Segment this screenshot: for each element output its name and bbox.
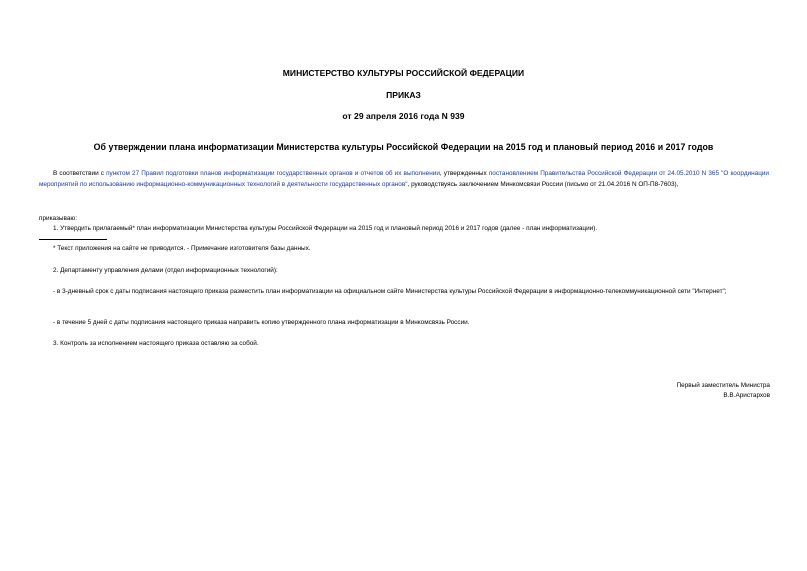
item-2: 2. Департаменту управления делами (отдел информационных технологий):	[53, 267, 278, 274]
footnote: * Текст приложения на сайте не приводится. - Примечание изготовителя базы данных.	[53, 245, 311, 252]
item-2-subitem-2: - в течение 5 дней с даты подписания настоящего приказа направить копию утвержденного плана информатизации в Минкомсвязь России.	[53, 319, 470, 326]
footnote-divider	[39, 239, 107, 240]
date-number-heading: от 29 апреля 2016 года N 939	[342, 111, 465, 121]
signatory-post: Первый заместитель Министра	[676, 382, 770, 389]
item-3: 3. Контроль за исполнением настоящего приказа оставляю за собой.	[53, 340, 259, 347]
intro-middle: , утвержденных	[439, 170, 489, 177]
item-1: 1. Утвердить прилагаемый* план информатизации Министерства культуры Российской Федерации на 2015 год и плановый период 2016 и 2017 годов (далее - план информатизации).	[53, 225, 598, 232]
doc-type-heading: ПРИКАЗ	[386, 90, 421, 100]
resolution-link[interactable]: постановлением Правительства Российской Федерации от 24.05.2010 N 365 "О координации мероприятий по использованию информационно-коммуникационных технологий в деятельности государственных органов"	[39, 170, 770, 188]
item-2-subitem-1: - в 3-дневный срок с даты подписания настоящего приказа разместить план информатизации на официальном сайте Министерства культуры Российской Федерации в информационно-телекоммуникационной сети "Интернет";	[53, 288, 727, 295]
ministry-heading: МИНИСТЕРСТВО КУЛЬТУРЫ РОССИЙСКОЙ ФЕДЕРАЦИИ	[282, 68, 525, 78]
subject-heading: Об утверждении плана информатизации Министерства культуры Российской Федерации на 2015 год и плановый период 2016 и 2017 годов	[93, 142, 714, 152]
signatory-name: В.В.Аристархов	[723, 392, 770, 399]
intro-prefix: В соответствии с	[53, 170, 107, 177]
order-word: приказываю:	[39, 215, 77, 222]
intro-suffix: , руководствуясь заключением Минкомсвязи России (письмо от 21.04.2016 N ОП-П8-7603),	[407, 180, 679, 188]
intro-paragraph	[39, 169, 769, 190]
rules-link[interactable]: пунктом 27 Правил подготовки планов информатизации государственных органов и отчетов об их выполнении	[106, 170, 440, 177]
